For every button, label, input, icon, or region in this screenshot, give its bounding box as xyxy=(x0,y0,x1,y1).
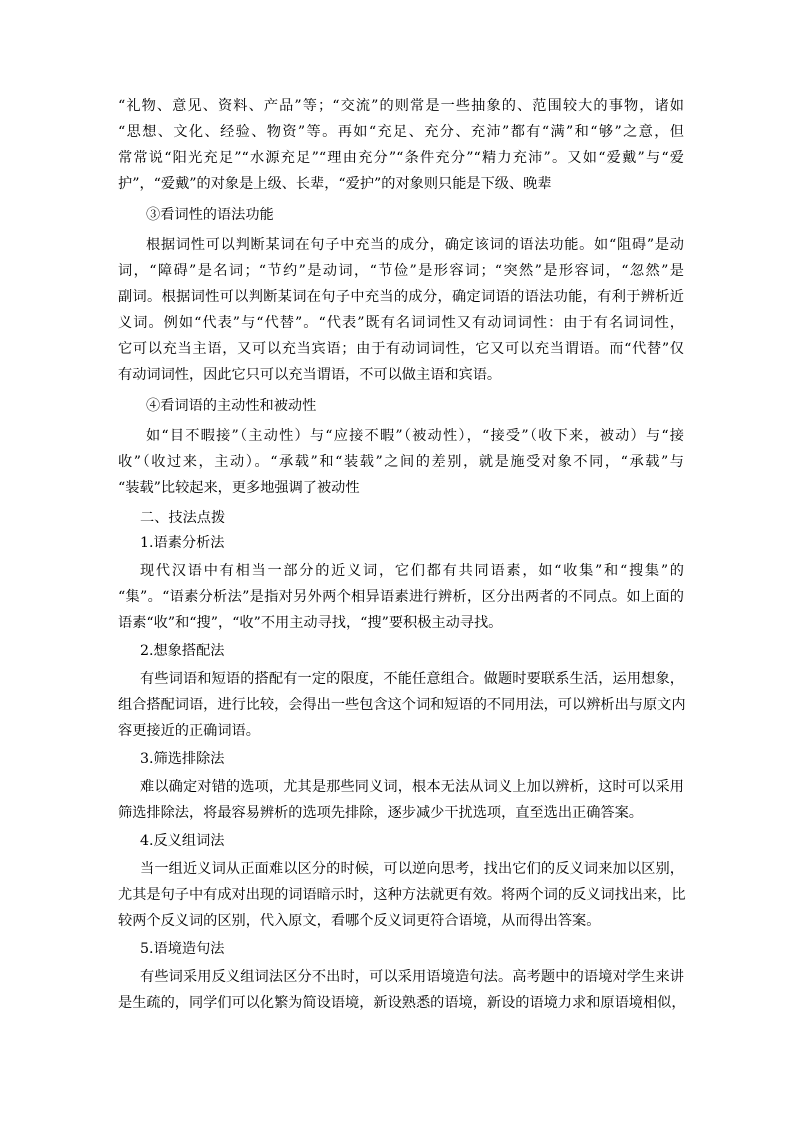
text-line: 是生疏的，同学们可以化繁为简设语境，新设熟悉的语境，新设的语境力求和原语境相似， xyxy=(118,995,686,1011)
section-heading: 二、技法点拨 xyxy=(140,510,226,526)
text-line: “装载”比较起来，更多地强调了被动性 xyxy=(118,480,360,496)
text-line: 尤其是句子中有成对出现的词语暗示时，这种方法就更有效。将两个词的反义词找出来，比 xyxy=(118,887,686,903)
method-heading: 3.筛选排除法 xyxy=(140,751,225,767)
text-line: 有动词词性，因此它只可以充当谓语，不可以做主语和宾语。 xyxy=(118,367,502,383)
method-heading: 1.语素分析法 xyxy=(140,535,225,551)
text-line: 义词。例如“代表”与“代替”。“代表”既有名词词性又有动词词性：由于有名词词性， xyxy=(118,315,684,331)
text-line: 常常说“阳光充足”“水源充足”“理由充分”“条件充分”“精力充沛”。又如“爱戴”与“爱 xyxy=(118,150,684,166)
text-line: 收”（收过来，主动）。“承载”和“装载”之间的差别，就是施受对象不同，“承载”与 xyxy=(118,454,684,470)
method-heading: 5.语境造句法 xyxy=(140,941,225,957)
text-line: 词，“障碍”是名词；“节约”是动词，“节俭”是形容词；“突然”是形容词，“忽然”是 xyxy=(118,263,684,279)
text-line: “思想、文化、经验、物资”等。再如“充足、充分、充沛”都有“满”和“够”之意，但 xyxy=(118,124,684,140)
text-line: 当一组近义词从正面难以区分的时候，可以逆向思考，找出它们的反义词来加以区别， xyxy=(140,861,684,877)
text-line: 现代汉语中有相当一部分的近义词，它们都有共同语素，如“收集”和“搜集”的 xyxy=(140,563,684,579)
text-line: 组合搭配词语，进行比较，会得出一些包含这个词和短语的不同用法，可以辨析出与原文内 xyxy=(118,697,686,713)
text-line: 有些词语和短语的搭配有一定的限度，不能任意组合。做题时要联系生活，运用想象， xyxy=(140,671,684,687)
section-heading: ④看词语的主动性和被动性 xyxy=(146,398,317,414)
text-line: 如“目不暇接”（主动性）与“应接不暇”（被动性），“接受”（收下来，被动）与“接 xyxy=(146,428,684,444)
text-line: “集”。“语素分析法”是指对另外两个相异语素进行辨析，区分出两者的不同点。如上面的 xyxy=(118,589,684,605)
text-line: “礼物、意见、资料、产品”等；“交流”的则常是一些抽象的、范围较大的事物，诸如 xyxy=(118,98,684,114)
text-line: 难以确定对错的选项，尤其是那些同义词，根本无法从词义上加以辨析，这时可以采用 xyxy=(140,779,684,795)
section-heading: ③看词性的语法功能 xyxy=(146,207,274,223)
method-heading: 4.反义组词法 xyxy=(140,833,225,849)
text-line: 它可以充当主语，又可以充当宾语；由于有动词词性，它又可以充当谓语。而“代替”仅 xyxy=(118,341,684,357)
method-heading: 2.想象搭配法 xyxy=(140,643,225,659)
text-line: 有些词采用反义组词法区分不出时，可以采用语境造句法。高考题中的语境对学生来讲 xyxy=(140,969,684,985)
text-line: 筛选排除法，将最容易辨析的选项先排除，逐步减少干扰选项，直至选出正确答案。 xyxy=(118,805,643,821)
text-line: 较两个反义词的区别，代入原文，看哪个反义词更符合语境，从而得出答案。 xyxy=(118,913,601,929)
text-line: 根据词性可以判断某词在句子中充当的成分，确定该词的语法功能。如“阻碍”是动 xyxy=(146,237,684,253)
text-line: 容更接近的正确词语。 xyxy=(118,723,260,739)
text-line: 护”，“爱戴”的对象是上级、长辈，“爱护”的对象则只能是下级、晚辈 xyxy=(118,176,552,192)
text-line: 语素“收”和“搜”，“收”不用主动寻找，“搜”要积极主动寻找。 xyxy=(118,615,503,631)
text-line: 副词。根据词性可以判断某词在句子中充当的成分，确定词语的语法功能，有利于辨析近 xyxy=(118,289,684,305)
